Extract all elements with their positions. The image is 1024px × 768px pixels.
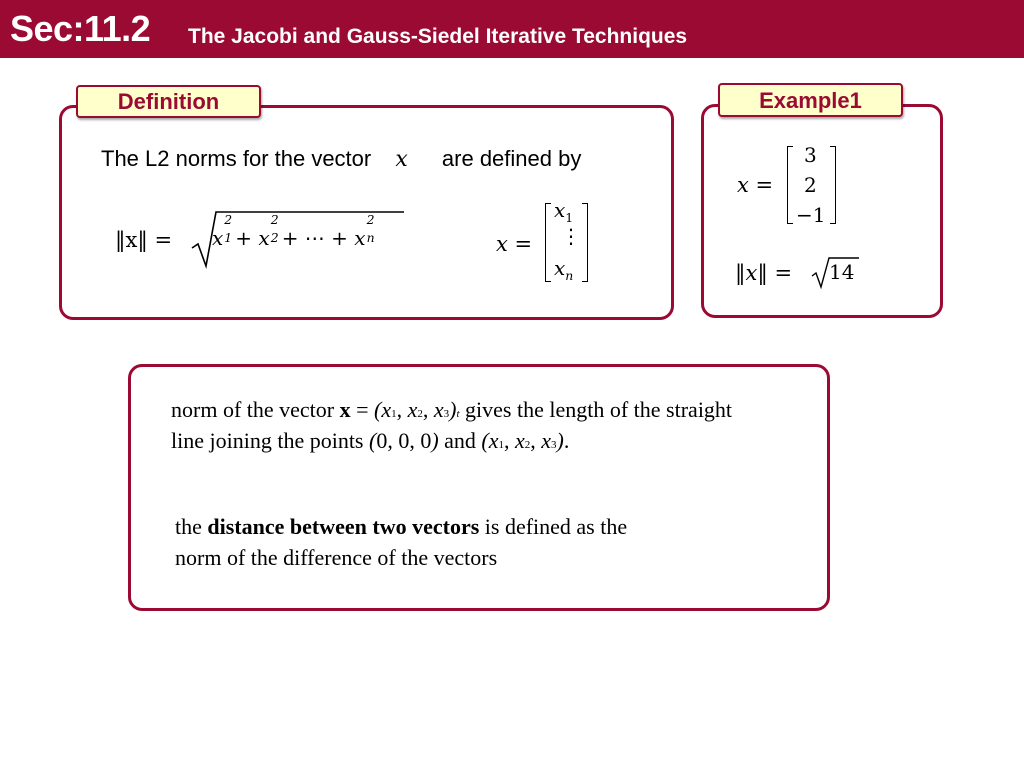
example-entry-3: −1 xyxy=(796,203,826,227)
example-vector-lhs: x = xyxy=(737,173,774,197)
vector-bracket-right xyxy=(582,203,588,282)
slide-title: The Jacobi and Gauss-Siedel Iterative Techniques xyxy=(188,25,688,48)
section-number: Sec:11.2 xyxy=(10,8,151,49)
example-bracket-left xyxy=(787,146,793,224)
vector-entry-3: $x_n$ xyxy=(554,256,574,283)
norm-explanation-line-1: norm of the vector x = (x1, x2, x3)t gives the length of the straight xyxy=(171,397,733,422)
definition-tag: Definition xyxy=(76,85,261,118)
distance-definition-line-2: norm of the difference of the vectors xyxy=(175,545,498,570)
intro-after: are defined by xyxy=(441,146,582,171)
title-bar xyxy=(0,0,1024,58)
example-norm-value: 14 xyxy=(829,260,855,284)
vector-entry-1: $x_1$ xyxy=(554,198,574,225)
example-entry-2: 2 xyxy=(804,173,817,197)
example-norm-lhs: ‖x‖ = xyxy=(735,261,793,285)
norm-explanation-line-2: line joining the points (0, 0, 0) and (x1, x2, x3). xyxy=(171,428,570,453)
distance-definition-line-1: the distance between two vectors is defined as the xyxy=(175,514,628,539)
intro-before: The L2 norms for the vector xyxy=(101,146,372,171)
vector-entry-2: ⋮ xyxy=(561,224,581,248)
vector-bracket-left xyxy=(545,203,551,282)
vector-lhs: x = xyxy=(496,232,533,256)
example-tag: Example1 xyxy=(718,83,903,117)
norm-radicand: x 2 1 + x 2 2 + ⋯ + x 2 n xyxy=(212,212,375,250)
intro-var: x xyxy=(395,147,408,172)
norm-lhs: ‖x‖ = xyxy=(115,228,173,252)
definition-intro xyxy=(101,146,581,172)
example-bracket-right xyxy=(830,146,836,224)
example-entry-1: 3 xyxy=(804,143,817,167)
